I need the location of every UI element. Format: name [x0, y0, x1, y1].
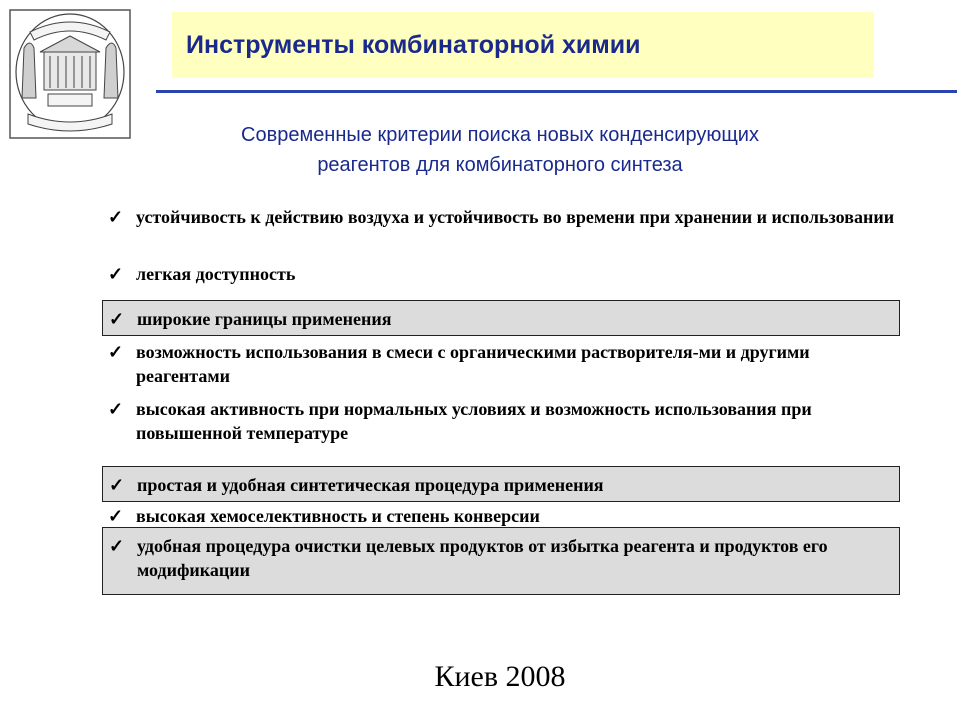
checkmark-icon: ✓	[109, 536, 125, 556]
list-item-text: простая и удобная синтетическая процедура применения	[137, 475, 604, 495]
checkmark-icon: ✓	[108, 506, 124, 526]
checkmark-icon: ✓	[109, 309, 125, 329]
list-item-text: удобная процедура очистки целевых продуктов от избытка реагента и продуктов его модификации	[137, 536, 828, 580]
subtitle-line-2: реагентов для комбинаторного синтеза	[317, 154, 683, 176]
list-item	[102, 205, 900, 229]
list-item-highlighted	[102, 527, 900, 595]
title-divider	[156, 90, 957, 93]
list-item-text: возможность использования в смеси с органическими растворителя-ми и другими реагентами	[136, 342, 810, 386]
page-title: Инструменты комбинаторной химии	[186, 30, 641, 59]
list-item-text: устойчивость к действию воздуха и устойчивость во времени при хранении и использовании	[136, 207, 895, 227]
checkmark-icon: ✓	[109, 475, 125, 495]
list-item	[102, 340, 900, 388]
list-item	[102, 397, 900, 445]
list-item	[102, 504, 900, 528]
subtitle-line-1: Современные критерии поиска новых конденсирующих	[241, 124, 759, 146]
checkmark-icon: ✓	[108, 399, 124, 419]
list-item-text: высокая хемоселективность и степень конверсии	[136, 506, 540, 526]
title-banner	[172, 12, 874, 78]
list-item-highlighted	[102, 466, 900, 502]
subtitle	[140, 120, 860, 180]
list-item-highlighted	[102, 300, 900, 336]
university-seal-logo	[8, 8, 132, 140]
list-item-text: высокая активность при нормальных условиях и возможность использования при повышенной температуре	[136, 399, 812, 443]
list-item	[102, 262, 900, 286]
checkmark-icon: ✓	[108, 264, 124, 284]
footer-city-year: Киев 2008	[434, 660, 566, 693]
list-item-text: легкая доступность	[136, 264, 296, 284]
list-item-text: широкие границы применения	[137, 309, 392, 329]
checkmark-icon: ✓	[108, 342, 124, 362]
checkmark-icon: ✓	[108, 207, 124, 227]
